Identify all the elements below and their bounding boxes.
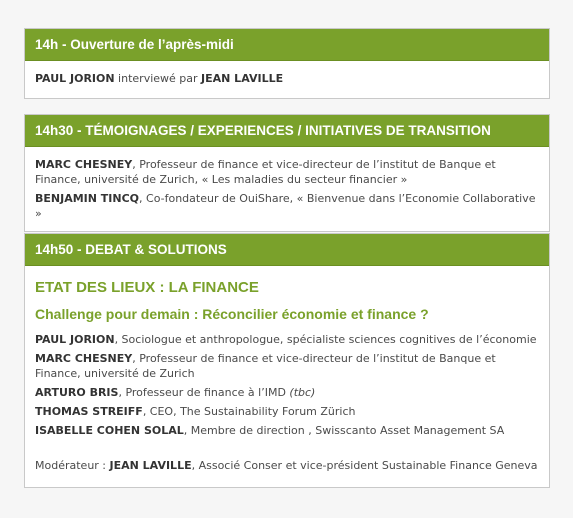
speaker-name: ARTURO BRIS (35, 386, 119, 399)
speaker-name: MARC CHESNEY (35, 158, 133, 171)
speaker-name: JEAN LAVILLE (201, 72, 284, 85)
speaker-row (35, 404, 539, 419)
speaker-connector: interviewé par (114, 72, 202, 85)
speaker-name: PAUL JORION (35, 333, 115, 346)
moderator-name: JEAN LAVILLE (109, 459, 192, 472)
session-header: 14h50 - DEBAT & SOLUTIONS (25, 234, 549, 266)
session-block-opening (24, 28, 550, 99)
session-body (25, 266, 549, 487)
speaker-note: (tbc) (289, 386, 316, 399)
section-subtitle: Challenge pour demain : Réconcilier économie et finance ? (35, 306, 429, 322)
speaker-name: ISABELLE COHEN SOLAL (35, 424, 184, 437)
session-block-testimonies (24, 114, 550, 232)
speaker-name: PAUL JORION (35, 72, 115, 85)
speaker-row (35, 423, 539, 438)
session-block-debate (24, 233, 550, 488)
session-header: 14h30 - TÉMOIGNAGES / EXPERIENCES / INITIATIVES DE TRANSITION (25, 115, 549, 147)
speaker-description: , Professeur de finance et vice-directeur de l’institut de Banque et Finance, université de Zurich, « Les maladies du secteur financier » (35, 158, 496, 186)
speaker-description: , CEO, The Sustainability Forum Zürich (142, 405, 356, 418)
speaker-row (35, 157, 539, 187)
moderator-row (35, 458, 539, 473)
session-body (25, 147, 549, 231)
section-title: ETAT DES LIEUX : LA FINANCE (35, 279, 259, 296)
speaker-row (35, 351, 539, 381)
speaker-row (35, 332, 539, 347)
speaker-description: , Membre de direction , Swisscanto Asset Management SA (183, 424, 505, 437)
speaker-name: BENJAMIN TINCQ (35, 192, 140, 205)
speaker-description: , Sociologue et anthropologue, spécialiste sciences cognitives de l’économie (114, 333, 537, 346)
speaker-row (35, 191, 539, 221)
session-header: 14h - Ouverture de l’après-midi (25, 29, 549, 61)
moderator-label: Modérateur : (35, 459, 110, 472)
speaker-description: , Professeur de finance et vice-directeur de l’institut de Banque et Finance, université de Zurich (35, 352, 496, 380)
session-body (25, 61, 549, 98)
speaker-name: MARC CHESNEY (35, 352, 133, 365)
speaker-row (35, 71, 539, 86)
speaker-row (35, 385, 539, 400)
moderator-description: , Associé Conser et vice-président Sustainable Finance Geneva (191, 459, 538, 472)
speaker-description: , Co-fondateur de OuiShare, « Bienvenue dans l’Economie Collaborative » (35, 192, 536, 220)
speaker-name: THOMAS STREIFF (35, 405, 143, 418)
speaker-description: , Professeur de finance à l’IMD (118, 386, 290, 399)
